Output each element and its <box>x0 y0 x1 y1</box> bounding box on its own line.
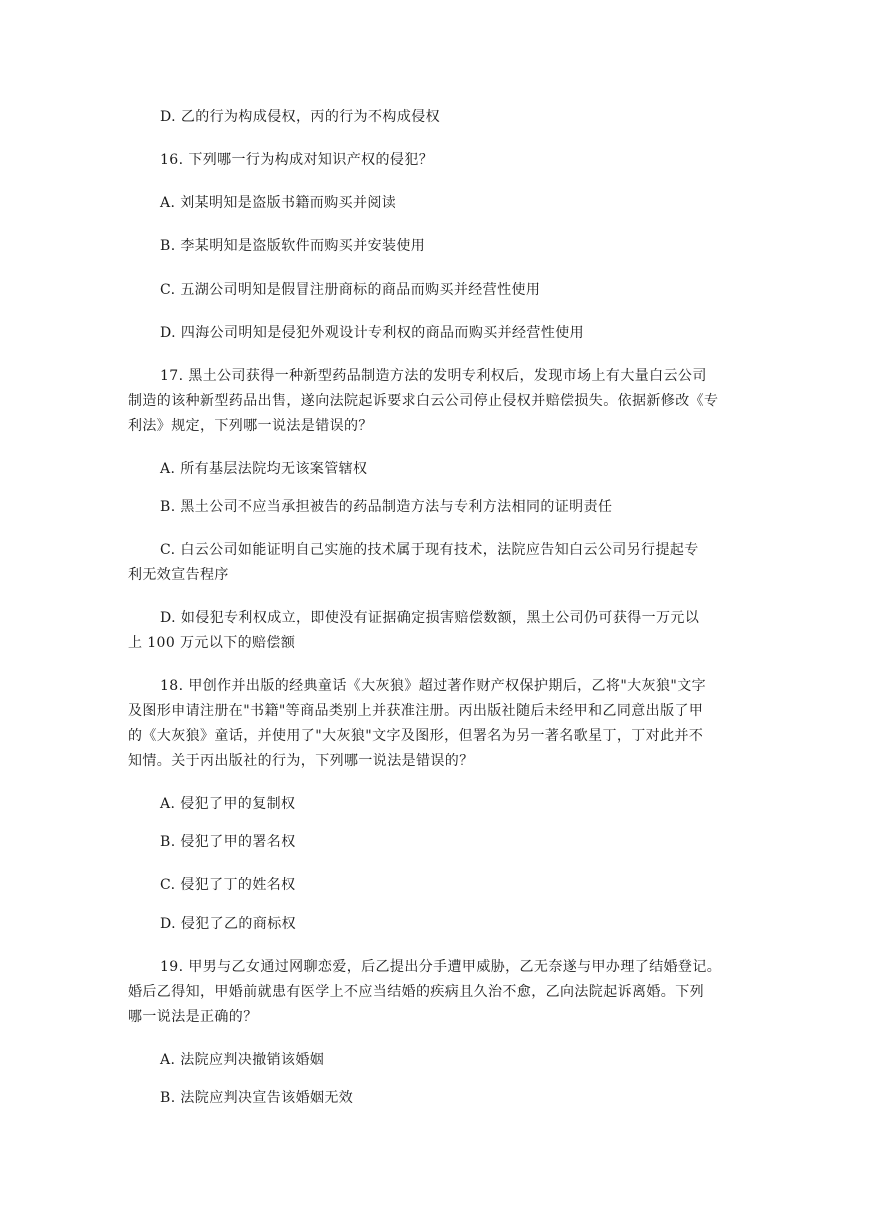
q17-option-d-line-1: D. 如侵犯专利权成立，即使没有证据确定损害赔偿数额，黑土公司仍可获得一万元以 <box>160 610 700 626</box>
q18-option-c: C. 侵犯了丁的姓名权 <box>160 877 296 893</box>
q16-option-c: C. 五湖公司明知是假冒注册商标的商品而购买并经营性使用 <box>160 282 541 298</box>
q18-stem-line-3: 的《大灰狼》童话，并使用了"大灰狼"文字及图形，但署名为另一著名歌星丁，丁对此并不 <box>128 728 704 744</box>
q18-stem-line-4: 知情。关于丙出版社的行为，下列哪一说法是错误的？ <box>128 753 474 769</box>
q17-stem-line-1: 17. 黑土公司获得一种新型药品制造方法的发明专利权后，发现市场上有大量白云公司 <box>160 368 707 384</box>
q16-option-a: A. 刘某明知是盗版书籍而购买并阅读 <box>160 195 397 211</box>
q19-option-b: B. 法院应判决宣告该婚姻无效 <box>160 1090 354 1106</box>
q19-option-a: A. 法院应判决撤销该婚姻 <box>160 1052 325 1068</box>
q17-stem-line-3: 利法》规定，下列哪一说法是错误的？ <box>128 418 373 434</box>
q17-option-c-line-2: 利无效宣告程序 <box>128 567 229 583</box>
q19-stem-line-1: 19. 甲男与乙女通过网聊恋爱，后乙提出分手遭甲威胁，乙无奈遂与甲办理了结婚登记。 <box>160 959 722 975</box>
q18-option-b: B. 侵犯了甲的署名权 <box>160 834 296 850</box>
q17-stem-line-2: 制造的该种新型药品出售，遂向法院起诉要求白云公司停止侵权并赔偿损失。依据新修改《专 <box>128 393 719 409</box>
q18-stem-line-1: 18. 甲创作并出版的经典童话《大灰狼》超过著作财产权保护期后，乙将"大灰狼"文字 <box>160 678 706 694</box>
q19-stem-line-2: 婚后乙得知，甲婚前就患有医学上不应当结婚的疾病且久治不愈，乙向法院起诉离婚。下列 <box>128 984 704 1000</box>
q15-option-d: D. 乙的行为构成侵权，丙的行为不构成侵权 <box>160 109 441 125</box>
q17-option-a: A. 所有基层法院均无该案管辖权 <box>160 461 368 477</box>
q18-stem-line-2: 及图形申请注册在"书籍"等商品类别上并获准注册。丙出版社随后未经甲和乙同意出版了甲 <box>128 703 704 719</box>
q16-option-d: D. 四海公司明知是侵犯外观设计专利权的商品而购买并经营性使用 <box>160 325 585 341</box>
q16-stem: 16. 下列哪一行为构成对知识产权的侵犯？ <box>160 152 434 168</box>
q19-stem-line-3: 哪一说法是正确的？ <box>128 1009 258 1025</box>
q17-option-c-line-1: C. 白云公司如能证明自己实施的技术属于现有技术，法院应告知白云公司另行提起专 <box>160 542 699 558</box>
q17-option-d-line-2: 上 100 万元以下的赔偿额 <box>128 635 296 651</box>
q16-option-b: B. 李某明知是盗版软件而购买并安装使用 <box>160 238 426 254</box>
q17-option-b: B. 黑土公司不应当承担被告的药品制造方法与专利方法相同的证明责任 <box>160 499 613 515</box>
q18-option-d: D. 侵犯了乙的商标权 <box>160 916 297 932</box>
q18-option-a: A. 侵犯了甲的复制权 <box>160 796 296 812</box>
